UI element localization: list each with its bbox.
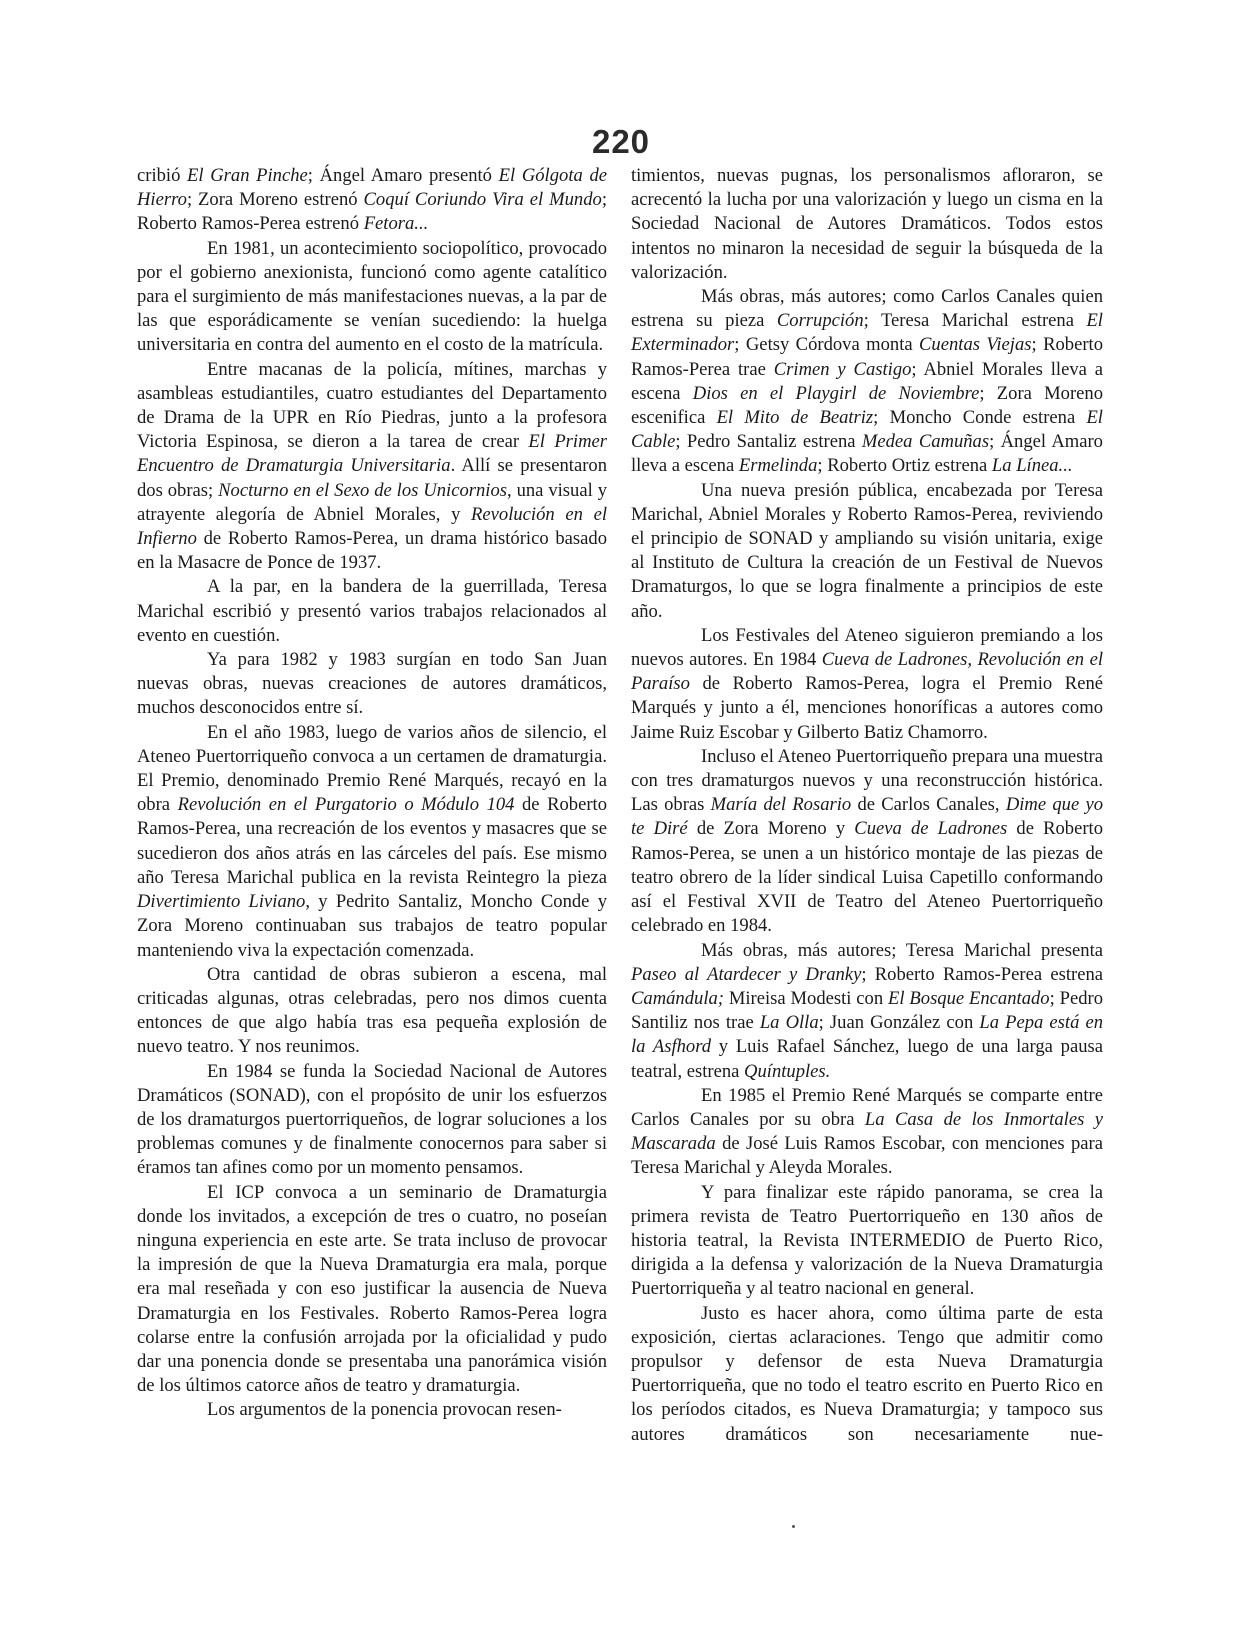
paragraph xyxy=(137,721,607,963)
italic-title: El Gran Pinche xyxy=(187,165,308,186)
italic-title: La Línea... xyxy=(991,455,1073,477)
paragraph xyxy=(631,285,1103,479)
italic-title: Cueva de Ladrones xyxy=(854,818,1008,840)
text-run: ; Pedro Santiliz nos trae xyxy=(631,987,1104,1034)
text-run: , una visual y atrayente alegoría de Abniel Morales, y xyxy=(137,479,607,525)
italic-title: Corrupción xyxy=(776,310,864,332)
paragraph xyxy=(631,164,1103,285)
text-run: ; Abniel Morales lleva a escena xyxy=(631,358,1103,404)
italic-title: Coquí Coriundo Vira el Mundo xyxy=(363,189,602,211)
paragraph xyxy=(137,575,607,648)
text-run: , y Pedrito Santaliz, Moncho Conde y Zora Moreno continuaban sus trabajos de teatro popular manteniendo viva la expectación comenzada. xyxy=(137,891,607,961)
page-number: 220 xyxy=(591,123,651,160)
italic-title: Medea Camuñas xyxy=(861,431,990,453)
paragraph xyxy=(631,1084,1103,1181)
left-column xyxy=(137,164,607,1423)
scan-speck xyxy=(792,1525,795,1528)
italic-title: El Gólgota de Hierro xyxy=(137,165,607,211)
text-run: ; Roberto Ramos-Perea trae xyxy=(631,334,1103,380)
text-run: Incluso el Ateneo Puertorriqueño prepara una muestra con tres dramaturgos nuevos y una reconstrucción histórica. Las obras xyxy=(631,745,1103,816)
italic-title: El Bosque Encantado xyxy=(888,987,1050,1009)
text-run: timientos, nuevas pugnas, los personalismos afloraron, se acrecentó la lucha por una valorización y luego un cisma en la Sociedad Nacional de Autores Dramáticos. Todos estos intentos no minaron la necesidad de seguir la búsqueda de la valorización. xyxy=(631,165,1103,283)
text-run: Justo es hacer ahora, como última parte de esta exposición, ciertas aclaraciones. Tengo que admitir como propulsor y defensor de esta Nueva Dramaturgia Puertorriqueña, que no todo el teatro escrito en Puerto Rico en los períodos citados, es Nueva Dramaturgia; y tampoco sus autores dramáticos son necesariamente nue- xyxy=(631,1302,1103,1445)
text-run: cribió xyxy=(137,165,188,186)
text-run: Los argumentos de la ponencia provocan resen- xyxy=(207,1399,562,1421)
text-run: ; Ángel Amaro lleva a escena xyxy=(631,431,1103,477)
italic-title: Crimen y Castigo xyxy=(773,358,912,380)
text-run: Una nueva presión pública, encabezada por Teresa Marichal, Abniel Morales y Roberto Ramos-Perea, reviviendo el principio de SONAD y ampliando su visión unitaria, exige al Instituto de Cultura la creación de un Festival de Nuevos Dramaturgos, lo que se logra finalmente a principios de este año. xyxy=(631,479,1103,622)
text-run: ; Ángel Amaro presentó xyxy=(307,165,499,186)
italic-title: Quíntuples. xyxy=(744,1060,831,1082)
italic-title: Camándula; xyxy=(631,987,724,1009)
text-run: ; Zora Moreno escenifica xyxy=(631,382,1103,429)
paragraph xyxy=(137,358,607,576)
paragraph xyxy=(631,939,1103,1084)
text-run: ; Moncho Conde estrena xyxy=(873,407,1087,429)
paragraph xyxy=(137,1398,607,1422)
paragraph xyxy=(631,624,1103,745)
paragraph xyxy=(137,648,607,721)
text-run: de Carlos Canales, xyxy=(851,794,1006,816)
text-run: A la par, en la bandera de la guerrillada, Teresa Marichal escribió y presentó varios trabajos relacionados al evento en cuestión. xyxy=(137,576,607,646)
text-run: El ICP convoca a un seminario de Dramaturgia donde los invitados, a excepción de tres o cuatro, no poseían ninguna experiencia en este arte. Se trata incluso de provocar la impresión de que la Nueva Dramaturgia era mala, porque era mal reseñada y con eso justificar la ausencia de Nueva Dramaturgia en los Festivales. Roberto Ramos-Perea logra colarse entre la confusión arrojada por la oficialidad y pudo dar una ponencia donde se presentaba una panorámica visión de los últimos catorce años de teatro y dramaturgia. xyxy=(137,1181,607,1397)
text-run: En 1985 el Premio René Marqués se comparte entre Carlos Canales por su obra xyxy=(631,1084,1103,1130)
paragraph xyxy=(631,479,1103,624)
italic-title: La Olla xyxy=(759,1012,819,1034)
italic-title: El Cable xyxy=(631,407,1103,453)
italic-title: Cueva de Ladrones, Revolución en el Paraíso xyxy=(631,649,1103,695)
italic-title: Ermelinda xyxy=(738,455,818,477)
italic-title: Dime que yo te Diré xyxy=(631,794,1103,840)
italic-title: La Casa de los Inmortales y Mascarada xyxy=(631,1108,1103,1155)
paragraph xyxy=(631,1302,1103,1447)
text-run: Otra cantidad de obras subieron a escena, mal criticadas algunas, otras celebradas, pero nos dimos cuenta entonces de que algo había tras esa pequeña explosión de nuevo teatro. Y nos reunimos. xyxy=(137,963,607,1058)
text-run: ; Teresa Marichal estrena xyxy=(863,310,1087,332)
text-run: ; Juan González con xyxy=(818,1012,980,1034)
text-run: ; Roberto Ortiz estrena xyxy=(817,455,992,477)
text-run: Más obras, más autores; como Carlos Canales quien estrena su pieza xyxy=(631,286,1103,332)
paragraph xyxy=(137,963,607,1060)
italic-title: Paseo al Atardecer y Dranky xyxy=(631,963,862,985)
italic-title: Revolución en el Purgatorio o Módulo 104 xyxy=(177,794,515,816)
text-run: Y para finalizar este rápido panorama, se crea la primera revista de Teatro Puertorriqueño en 130 años de historia teatral, la Revista INTERMEDIO de Puerto Rico, dirigida a la defensa y valorización de la Nueva Dramaturgia Puertorriqueña y al teatro nacional en general. xyxy=(631,1181,1103,1300)
paragraph xyxy=(137,164,607,237)
italic-title: Divertimiento Liviano xyxy=(137,891,306,913)
text-run: ; Roberto Ramos-Perea estrena xyxy=(861,963,1103,985)
text-run: de Roberto Ramos-Perea, un drama histórico basado en la Masacre de Ponce de 1937. xyxy=(137,528,607,574)
italic-title: María del Rosario xyxy=(710,794,852,816)
text-run: En 1981, un acontecimiento sociopolítico, provocado por el gobierno anexionista, funcionó como agente catalítico para el surgimiento de más manifestaciones nuevas, a la par de las que esporádicamente se venían sucediendo: la huelga universitaria en contra del aumento en el costo de la matrícula. xyxy=(137,237,607,356)
italic-title: Dios en el Playgirl de Noviembre xyxy=(692,382,980,404)
text-run: Los Festivales del Ateneo siguieron premiando a los nuevos autores. En 1984 xyxy=(631,624,1103,671)
text-run: Mireisa Modesti con xyxy=(723,987,889,1009)
paragraph xyxy=(631,1181,1103,1302)
text-run: de Roberto Ramos-Perea, una recreación de los eventos y masacres que se sucedieron dos años atrás en las cárceles del país. Ese mismo año Teresa Marichal publica en la revista Reintegro la pieza xyxy=(137,794,608,888)
italic-title: Nocturno en el Sexo de los Unicornios xyxy=(218,479,507,501)
text-run: ; Getsy Córdova monta xyxy=(734,334,920,356)
text-run: En el año 1983, luego de varios años de silencio, el Ateneo Puertorriqueño convoca a un certamen de dramaturgia. El Premio, denominado Premio René Marqués, recayó en la obra xyxy=(137,721,607,816)
text-run: de José Luis Ramos Escobar, con menciones para Teresa Marichal y Aleyda Morales. xyxy=(631,1133,1103,1179)
italic-title: El Mito de Beatriz xyxy=(716,407,874,429)
text-run: y Luis Rafael Sánchez, luego de una larga pausa teatral, estrena xyxy=(631,1036,1103,1082)
text-run: ; Zora Moreno estrenó xyxy=(186,189,364,211)
text-run: Ya para 1982 y 1983 surgían en todo San Juan nuevas obras, nuevas creaciones de autores dramáticos, muchos desconocidos entre sí. xyxy=(137,649,607,719)
text-run: de Roberto Ramos-Perea, se unen a un histórico montaje de las piezas de teatro obrero de la líder sindical Luisa Capetillo conformando así el Festival XVII de Teatro del Ateneo Puertorriqueño celebrado en 1984. xyxy=(631,818,1104,937)
text-run: ; Roberto Ramos-Perea estrenó xyxy=(137,189,607,235)
italic-title: Revolución en el Infierno xyxy=(137,503,607,550)
text-run: En 1984 se funda la Sociedad Nacional de Autores Dramáticos (SONAD), con el propósito de unir los esfuerzos de los dramaturgos puertorriqueños, de lograr soluciones a los problemas comunes y de finalmente conocernos para saber si éramos tan afines como por un momento pensamos. xyxy=(137,1060,607,1179)
italic-title: Fetora... xyxy=(363,213,429,235)
paragraph xyxy=(137,1181,607,1399)
italic-title: El Exterminador xyxy=(631,310,1103,356)
text-run: . Allí se presentaron dos obras; xyxy=(137,455,607,501)
paragraph xyxy=(137,1060,607,1181)
text-run: Entre macanas de la policía, mítines, marchas y asambleas estudiantiles, cuatro estudiantes del Departamento de Drama de la UPR en Río Piedras, junto a la profesora Victoria Espinosa, se dieron a la tarea de crear xyxy=(137,358,607,453)
text-run: ; Pedro Santaliz estrena xyxy=(675,431,862,453)
text-run: de Roberto Ramos-Perea, logra el Premio René Marqués y junto a él, menciones honoríficas a autores como Jaime Ruiz Escobar y Gilberto Batiz Chamorro. xyxy=(631,673,1103,743)
paragraph xyxy=(631,745,1103,939)
italic-title: La Pepa está en la Asfhord xyxy=(631,1012,1104,1058)
text-run: Más obras, más autores; Teresa Marichal presenta xyxy=(701,939,1103,961)
italic-title: El Primer Encuentro de Dramaturgia Universitaria xyxy=(137,431,607,477)
right-column xyxy=(631,164,1103,1447)
text-run: de Zora Moreno y xyxy=(687,818,855,840)
paragraph xyxy=(137,237,607,358)
italic-title: Cuentas Viejas xyxy=(919,334,1032,356)
